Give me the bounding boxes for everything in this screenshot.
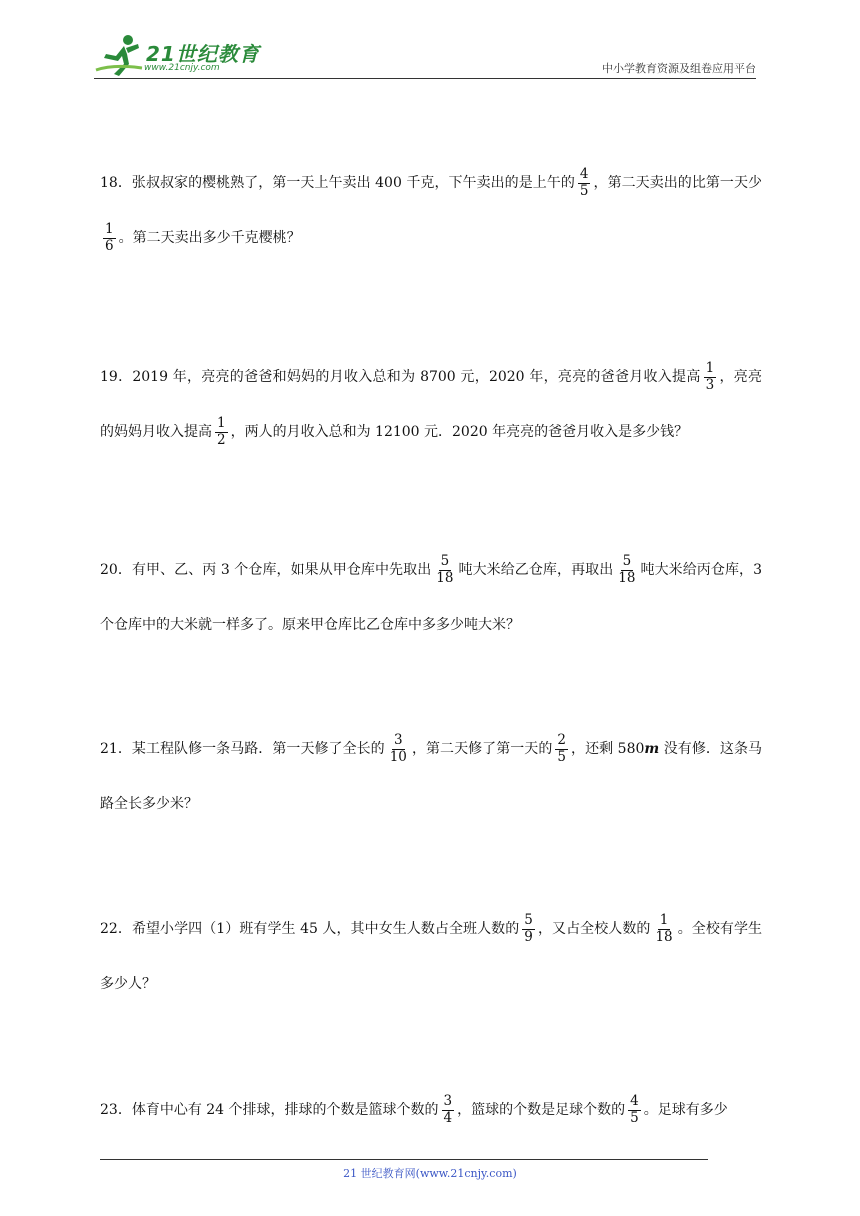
- question-text: 18．张叔叔家的樱桃熟了，第一天上午卖出 400 千克，下午卖出的是上午的: [100, 175, 575, 191]
- question-21: [100, 722, 762, 832]
- logo-url: www.21cnjy.com: [144, 63, 220, 73]
- numerator: 5: [440, 552, 450, 569]
- fraction: [653, 913, 674, 945]
- numerator: 1: [705, 359, 715, 376]
- question-text: ，亮亮的妈妈月收入提高: [100, 369, 763, 440]
- fraction: [388, 733, 409, 765]
- logo-text: 21世纪教育: [146, 42, 260, 66]
- denominator: 2: [217, 431, 226, 448]
- numerator: 1: [217, 414, 226, 431]
- unit-symbol: m: [644, 741, 660, 757]
- denominator: 3: [705, 376, 715, 393]
- header-divider: [94, 78, 756, 79]
- denominator: 9: [524, 928, 533, 945]
- question-text: 23．体育中心有 24 个排球，排球的个数是篮球个数的: [100, 1102, 439, 1118]
- question-text: 吨大米给丙仓库，3 个仓库中的大米就一样多了。原来甲仓库比乙仓库中多多少吨大米？: [100, 562, 762, 633]
- question-text: 吨大米给乙仓库，再取出: [458, 562, 614, 578]
- denominator: 10: [389, 748, 407, 765]
- fraction: [522, 913, 535, 945]
- question-text: 。第二天卖出多少千克樱桃？: [118, 230, 301, 246]
- fraction: [704, 361, 717, 393]
- denominator: 6: [105, 237, 114, 254]
- question-19: [100, 350, 762, 460]
- denominator: 4: [443, 1109, 453, 1126]
- question-text: ，第二天卖出的比第一天少: [593, 175, 763, 191]
- numerator: 3: [443, 1092, 453, 1109]
- numerator: 3: [394, 731, 403, 748]
- question-20: [100, 543, 762, 653]
- denominator: 18: [618, 569, 636, 586]
- question-text: ，又占全校人数的: [537, 921, 651, 937]
- question-text: ，第二天修了第一天的: [411, 741, 553, 757]
- fraction: [442, 1094, 455, 1126]
- footer-link[interactable]: 21 世纪教育网(www.21cnjy.com): [343, 1167, 517, 1180]
- footer-divider: [100, 1159, 708, 1160]
- question-text: 20．有甲、乙、丙 3 个仓库，如果从甲仓库中先取出: [100, 562, 432, 578]
- question-text: ，篮球的个数是足球个数的: [457, 1102, 626, 1118]
- question-text: 。足球有多少: [643, 1102, 728, 1118]
- numerator: 1: [105, 220, 114, 237]
- numerator: 4: [579, 165, 589, 182]
- fraction: [215, 416, 228, 448]
- platform-title: 中小学教育资源及组卷应用平台: [602, 62, 756, 75]
- fraction: [555, 733, 568, 765]
- question-text: ，两人的月收入总和为 12100 元．2020 年亮亮的爸爸月收入是多少钱？: [230, 424, 689, 440]
- fraction: [628, 1094, 641, 1126]
- question-22: [100, 902, 762, 1012]
- numerator: 1: [659, 911, 669, 928]
- runner-logo-icon: [94, 34, 144, 78]
- question-text: 21．某工程队修一条马路．第一天修了全长的: [100, 741, 385, 757]
- denominator: 18: [436, 569, 454, 586]
- question-text: 。全校有学生多少人？: [100, 921, 763, 992]
- question-23: [100, 1083, 762, 1138]
- denominator: 5: [557, 748, 566, 765]
- fraction: [616, 554, 637, 586]
- fraction: [434, 554, 455, 586]
- numerator: 2: [557, 731, 566, 748]
- question-text: 19．2019 年，亮亮的爸爸和妈妈的月收入总和为 8700 元，2020 年，亮亮的爸爸月收入提高: [100, 369, 701, 385]
- denominator: 5: [579, 182, 589, 199]
- page-header: [0, 0, 860, 80]
- numerator: 5: [622, 552, 632, 569]
- denominator: 18: [655, 928, 673, 945]
- denominator: 5: [630, 1109, 639, 1126]
- fraction: [103, 222, 116, 254]
- fraction: [578, 167, 591, 199]
- question-text: 22．希望小学四（1）班有学生 45 人，其中女生人数占全班人数的: [100, 921, 520, 937]
- question-18: [100, 156, 762, 266]
- numerator: 5: [524, 911, 533, 928]
- numerator: 4: [630, 1092, 639, 1109]
- question-text: 没有修．这条马路全长多少米？: [100, 741, 763, 812]
- site-logo[interactable]: [94, 34, 264, 78]
- question-text: ，还剩 580: [571, 741, 645, 757]
